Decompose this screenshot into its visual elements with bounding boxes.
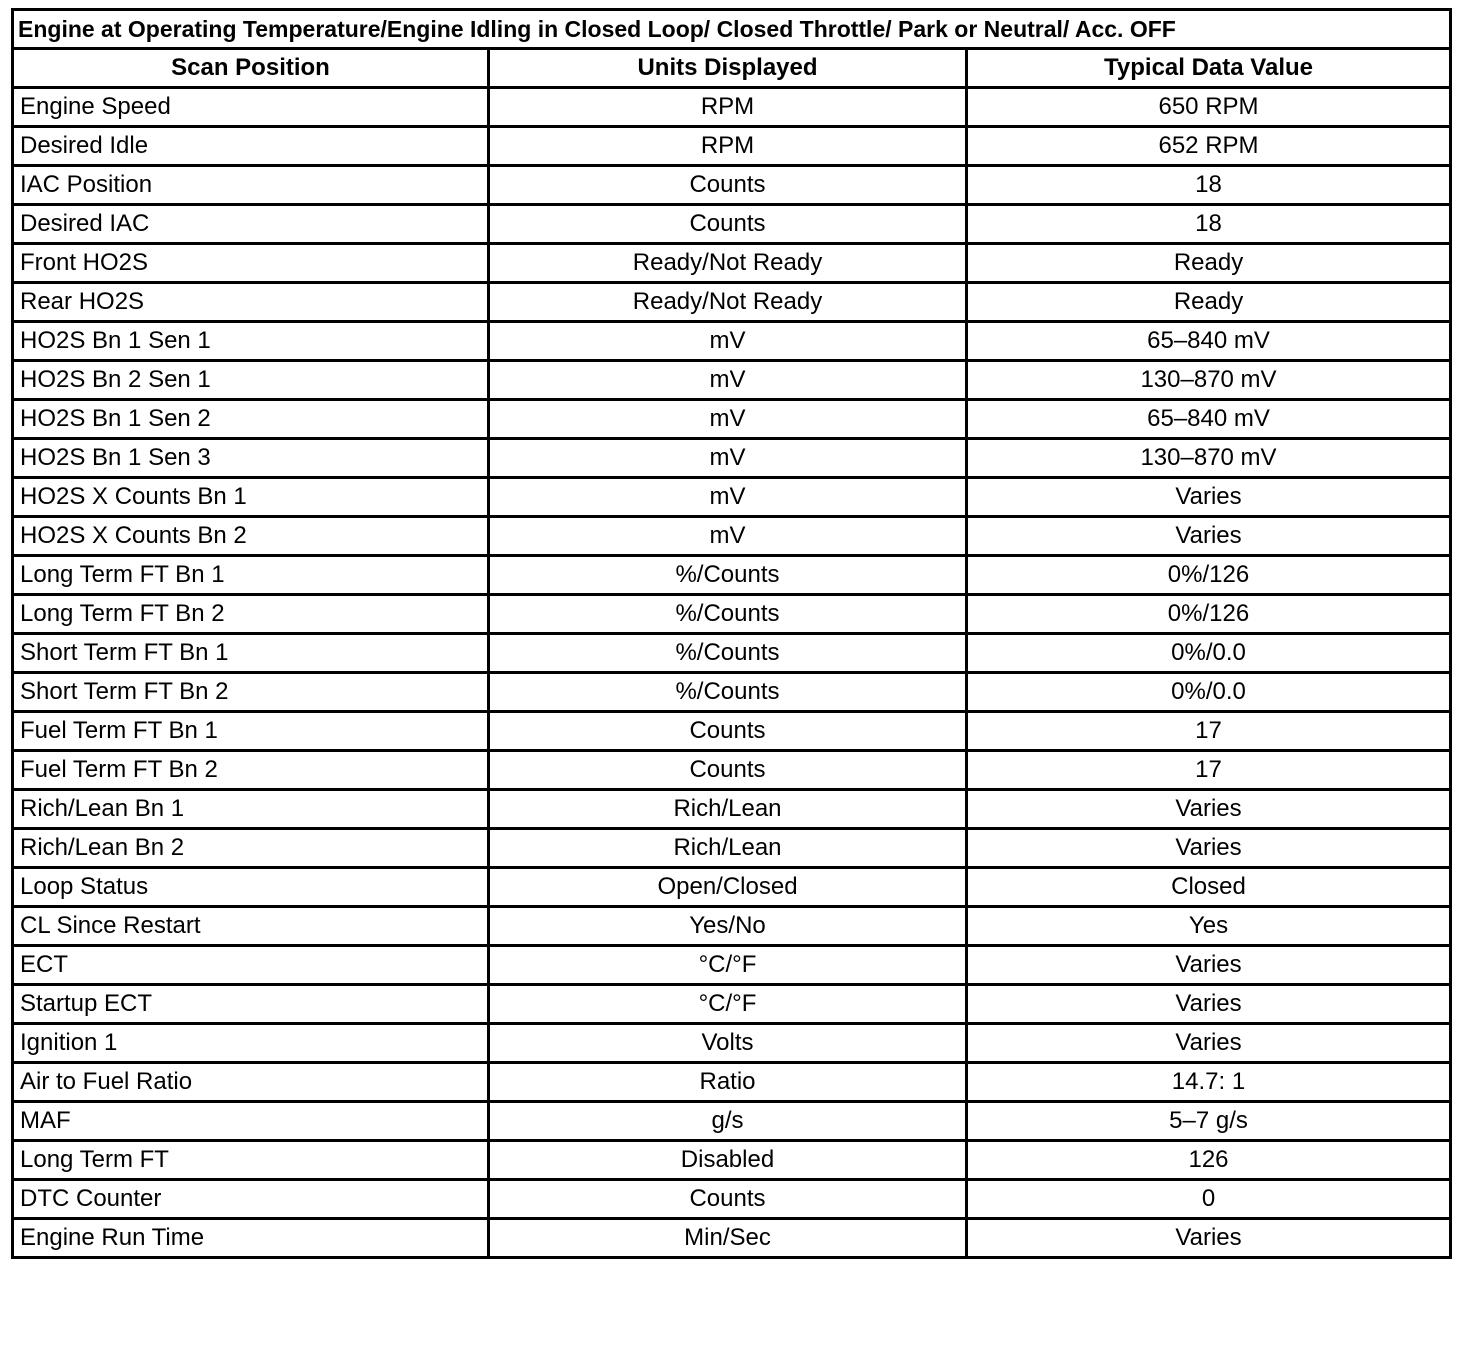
typical-data-value-cell: 0%/126 bbox=[967, 556, 1451, 595]
units-displayed-cell: Disabled bbox=[489, 1141, 967, 1180]
scan-position-cell: DTC Counter bbox=[13, 1180, 489, 1219]
typical-data-value-cell: Varies bbox=[967, 946, 1451, 985]
scan-position-cell: IAC Position bbox=[13, 166, 489, 205]
units-displayed-cell: Rich/Lean bbox=[489, 829, 967, 868]
typical-data-value-cell: 18 bbox=[967, 205, 1451, 244]
typical-data-value-cell: Varies bbox=[967, 985, 1451, 1024]
scan-position-cell: HO2S Bn 1 Sen 1 bbox=[13, 322, 489, 361]
scan-position-cell: Rich/Lean Bn 2 bbox=[13, 829, 489, 868]
table-row bbox=[13, 985, 1451, 1024]
header-units-displayed: Units Displayed bbox=[489, 49, 967, 88]
scan-position-cell: MAF bbox=[13, 1102, 489, 1141]
scan-data-sheet bbox=[11, 8, 1449, 1259]
table-row bbox=[13, 517, 1451, 556]
units-displayed-cell: Counts bbox=[489, 205, 967, 244]
scan-position-cell: Fuel Term FT Bn 1 bbox=[13, 712, 489, 751]
typical-data-value-cell: Ready bbox=[967, 244, 1451, 283]
table-row bbox=[13, 400, 1451, 439]
units-displayed-cell: g/s bbox=[489, 1102, 967, 1141]
typical-data-value-cell: Varies bbox=[967, 790, 1451, 829]
table-row bbox=[13, 1024, 1451, 1063]
table-row bbox=[13, 1063, 1451, 1102]
table-row bbox=[13, 127, 1451, 166]
units-displayed-cell: %/Counts bbox=[489, 673, 967, 712]
table-row bbox=[13, 205, 1451, 244]
typical-data-value-cell: Varies bbox=[967, 1219, 1451, 1258]
typical-data-value-cell: Varies bbox=[967, 1024, 1451, 1063]
table-row bbox=[13, 361, 1451, 400]
table-row bbox=[13, 790, 1451, 829]
table-row bbox=[13, 478, 1451, 517]
typical-data-value-cell: 652 RPM bbox=[967, 127, 1451, 166]
units-displayed-cell: Ready/Not Ready bbox=[489, 283, 967, 322]
units-displayed-cell: Ratio bbox=[489, 1063, 967, 1102]
units-displayed-cell: Volts bbox=[489, 1024, 967, 1063]
units-displayed-cell: RPM bbox=[489, 127, 967, 166]
typical-data-value-cell: Closed bbox=[967, 868, 1451, 907]
scan-position-cell: Fuel Term FT Bn 2 bbox=[13, 751, 489, 790]
table-row bbox=[13, 283, 1451, 322]
units-displayed-cell: mV bbox=[489, 400, 967, 439]
typical-data-value-cell: Yes bbox=[967, 907, 1451, 946]
table-header-row bbox=[13, 49, 1451, 88]
scan-position-cell: Rear HO2S bbox=[13, 283, 489, 322]
table-row bbox=[13, 907, 1451, 946]
units-displayed-cell: RPM bbox=[489, 88, 967, 127]
typical-data-value-cell: 126 bbox=[967, 1141, 1451, 1180]
typical-data-value-cell: 5–7 g/s bbox=[967, 1102, 1451, 1141]
scan-position-cell: Long Term FT Bn 2 bbox=[13, 595, 489, 634]
table-row bbox=[13, 166, 1451, 205]
scan-position-cell: ECT bbox=[13, 946, 489, 985]
scan-position-cell: Front HO2S bbox=[13, 244, 489, 283]
scan-position-cell: Engine Speed bbox=[13, 88, 489, 127]
scan-position-cell: Ignition 1 bbox=[13, 1024, 489, 1063]
typical-data-value-cell: 17 bbox=[967, 751, 1451, 790]
table-row bbox=[13, 1141, 1451, 1180]
typical-data-value-cell: 17 bbox=[967, 712, 1451, 751]
scan-position-cell: HO2S X Counts Bn 2 bbox=[13, 517, 489, 556]
scan-position-cell: Loop Status bbox=[13, 868, 489, 907]
scan-position-cell: Short Term FT Bn 2 bbox=[13, 673, 489, 712]
table-row bbox=[13, 1219, 1451, 1258]
scan-position-cell: Rich/Lean Bn 1 bbox=[13, 790, 489, 829]
units-displayed-cell: Rich/Lean bbox=[489, 790, 967, 829]
units-displayed-cell: mV bbox=[489, 322, 967, 361]
scan-data-table bbox=[11, 8, 1452, 1259]
typical-data-value-cell: 65–840 mV bbox=[967, 322, 1451, 361]
typical-data-value-cell: Varies bbox=[967, 517, 1451, 556]
typical-data-value-cell: 0%/126 bbox=[967, 595, 1451, 634]
units-displayed-cell: mV bbox=[489, 517, 967, 556]
typical-data-value-cell: Varies bbox=[967, 829, 1451, 868]
units-displayed-cell: Ready/Not Ready bbox=[489, 244, 967, 283]
table-row bbox=[13, 88, 1451, 127]
scan-position-cell: Desired IAC bbox=[13, 205, 489, 244]
typical-data-value-cell: 130–870 mV bbox=[967, 361, 1451, 400]
units-displayed-cell: Min/Sec bbox=[489, 1219, 967, 1258]
scan-position-cell: Air to Fuel Ratio bbox=[13, 1063, 489, 1102]
scan-position-cell: HO2S Bn 1 Sen 2 bbox=[13, 400, 489, 439]
typical-data-value-cell: Varies bbox=[967, 478, 1451, 517]
header-typical-data-value: Typical Data Value bbox=[967, 49, 1451, 88]
scan-position-cell: CL Since Restart bbox=[13, 907, 489, 946]
units-displayed-cell: mV bbox=[489, 478, 967, 517]
typical-data-value-cell: 650 RPM bbox=[967, 88, 1451, 127]
table-row bbox=[13, 244, 1451, 283]
scan-position-cell: Desired Idle bbox=[13, 127, 489, 166]
units-displayed-cell: %/Counts bbox=[489, 595, 967, 634]
typical-data-value-cell: 18 bbox=[967, 166, 1451, 205]
units-displayed-cell: °C/°F bbox=[489, 985, 967, 1024]
table-row bbox=[13, 556, 1451, 595]
scan-position-cell: Long Term FT bbox=[13, 1141, 489, 1180]
typical-data-value-cell: Ready bbox=[967, 283, 1451, 322]
units-displayed-cell: mV bbox=[489, 439, 967, 478]
table-row bbox=[13, 1102, 1451, 1141]
table-row bbox=[13, 946, 1451, 985]
header-scan-position: Scan Position bbox=[13, 49, 489, 88]
scan-position-cell: Long Term FT Bn 1 bbox=[13, 556, 489, 595]
scan-position-cell: Startup ECT bbox=[13, 985, 489, 1024]
table-row bbox=[13, 634, 1451, 673]
table-row bbox=[13, 712, 1451, 751]
scan-position-cell: HO2S X Counts Bn 1 bbox=[13, 478, 489, 517]
scan-position-cell: HO2S Bn 2 Sen 1 bbox=[13, 361, 489, 400]
table-row bbox=[13, 595, 1451, 634]
units-displayed-cell: mV bbox=[489, 361, 967, 400]
typical-data-value-cell: 0 bbox=[967, 1180, 1451, 1219]
table-body bbox=[13, 88, 1451, 1258]
units-displayed-cell: %/Counts bbox=[489, 634, 967, 673]
table-row bbox=[13, 829, 1451, 868]
scan-position-cell: Short Term FT Bn 1 bbox=[13, 634, 489, 673]
table-row bbox=[13, 673, 1451, 712]
units-displayed-cell: %/Counts bbox=[489, 556, 967, 595]
typical-data-value-cell: 0%/0.0 bbox=[967, 634, 1451, 673]
units-displayed-cell: Counts bbox=[489, 166, 967, 205]
units-displayed-cell: Counts bbox=[489, 1180, 967, 1219]
typical-data-value-cell: 65–840 mV bbox=[967, 400, 1451, 439]
scan-position-cell: HO2S Bn 1 Sen 3 bbox=[13, 439, 489, 478]
scan-position-cell: Engine Run Time bbox=[13, 1219, 489, 1258]
table-row bbox=[13, 439, 1451, 478]
table-row bbox=[13, 1180, 1451, 1219]
table-caption-row bbox=[13, 10, 1451, 49]
typical-data-value-cell: 14.7: 1 bbox=[967, 1063, 1451, 1102]
units-displayed-cell: Counts bbox=[489, 751, 967, 790]
table-row bbox=[13, 868, 1451, 907]
units-displayed-cell: Open/Closed bbox=[489, 868, 967, 907]
units-displayed-cell: Yes/No bbox=[489, 907, 967, 946]
units-displayed-cell: Counts bbox=[489, 712, 967, 751]
typical-data-value-cell: 0%/0.0 bbox=[967, 673, 1451, 712]
table-row bbox=[13, 751, 1451, 790]
units-displayed-cell: °C/°F bbox=[489, 946, 967, 985]
table-caption: Engine at Operating Temperature/Engine Idling in Closed Loop/ Closed Throttle/ Park or Neutral/ Acc. OFF bbox=[13, 10, 1451, 49]
typical-data-value-cell: 130–870 mV bbox=[967, 439, 1451, 478]
table-row bbox=[13, 322, 1451, 361]
